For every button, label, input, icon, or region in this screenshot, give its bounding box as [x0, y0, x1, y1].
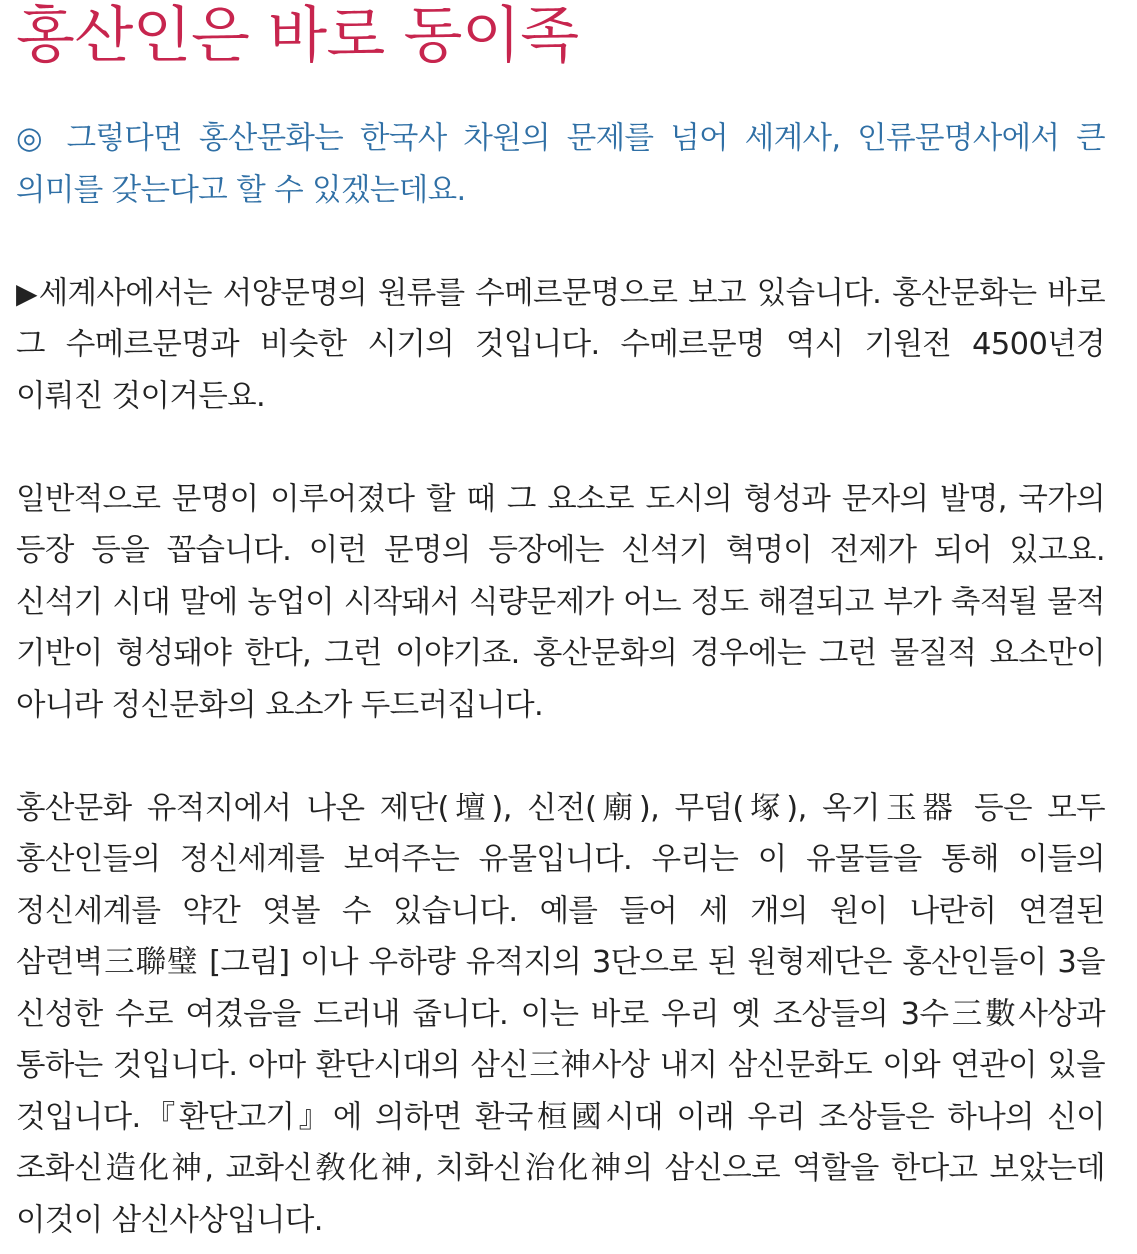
spacer [16, 731, 1105, 783]
interview-question: ◎ 그렇다면 홍산문화는 한국사 차원의 문제를 넘어 세계사, 인류문명사에서 큰 의미를 갖는다고 할 수 있겠는데요. [16, 121, 1105, 208]
body-paragraph-relics: 홍산문화 유적지에서 나온 제단(壇), 신전(廟), 무덤(塚), 옥기玉器 등은 모두 홍산인들의 정신세계를 보여주는 유물입니다. 우리는 이 유물들을 통해 이들의 정신세계를 약간 엿볼 수 있습니다. 예를 들어 세 개의 원이 나란히 연결된 삼련벽三聯璧 [그림] 이나 우하량 유적지의 3단으로 된 원형제단은 홍산인들이 3을 신성한 수로 여겼음을 드러내 줍니다. 이는 바로 우리 옛 조상들의 3수三數사상과 통하는 것입니다. 아마 환단시대의 삼신三神사상 내지 삼신문화도 이와 연관이 있을 것입니다.『환단고기』에 의하면 환국桓國시대 이래 우리 조상들은 하나의 신이 조화신造化神, 교화신敎化神, 치화신治化神의 삼신으로 역할을 한다고 보았는데 이것이 삼신사상입니다. [16, 790, 1105, 1238]
interview-answer [16, 268, 1105, 423]
spacer [16, 422, 1105, 474]
answer-marker-icon: ▶ [16, 276, 39, 310]
answer-text: 세계사에서는 서양문명의 원류를 수메르문명으로 보고 있습니다. 홍산문화는 바로 그 수메르문명과 비슷한 시기의 것입니다. 수메르문명 역시 기원전 4500년경 이뤄진 것이거든요. [16, 275, 1105, 414]
body-paragraph-civilization: 일반적으로 문명이 이루어졌다 할 때 그 요소로 도시의 형성과 문자의 발명, 국가의 등장 등을 꼽습니다. 이런 문명의 등장에는 신석기 혁명이 전제가 되어 있고요. 신석기 시대 말에 농업이 시작돼서 식량문제가 어느 정도 해결되고 부가 축적될 물적 기반이 형성돼야 한다, 그런 이야기죠. 홍산문화의 경우에는 그런 물질적 요소만이 아니라 정신문화의 요소가 두드러집니다. [16, 481, 1105, 723]
article-heading: 홍산인은 바로 동이족 [16, 0, 579, 71]
spacer [16, 216, 1105, 268]
